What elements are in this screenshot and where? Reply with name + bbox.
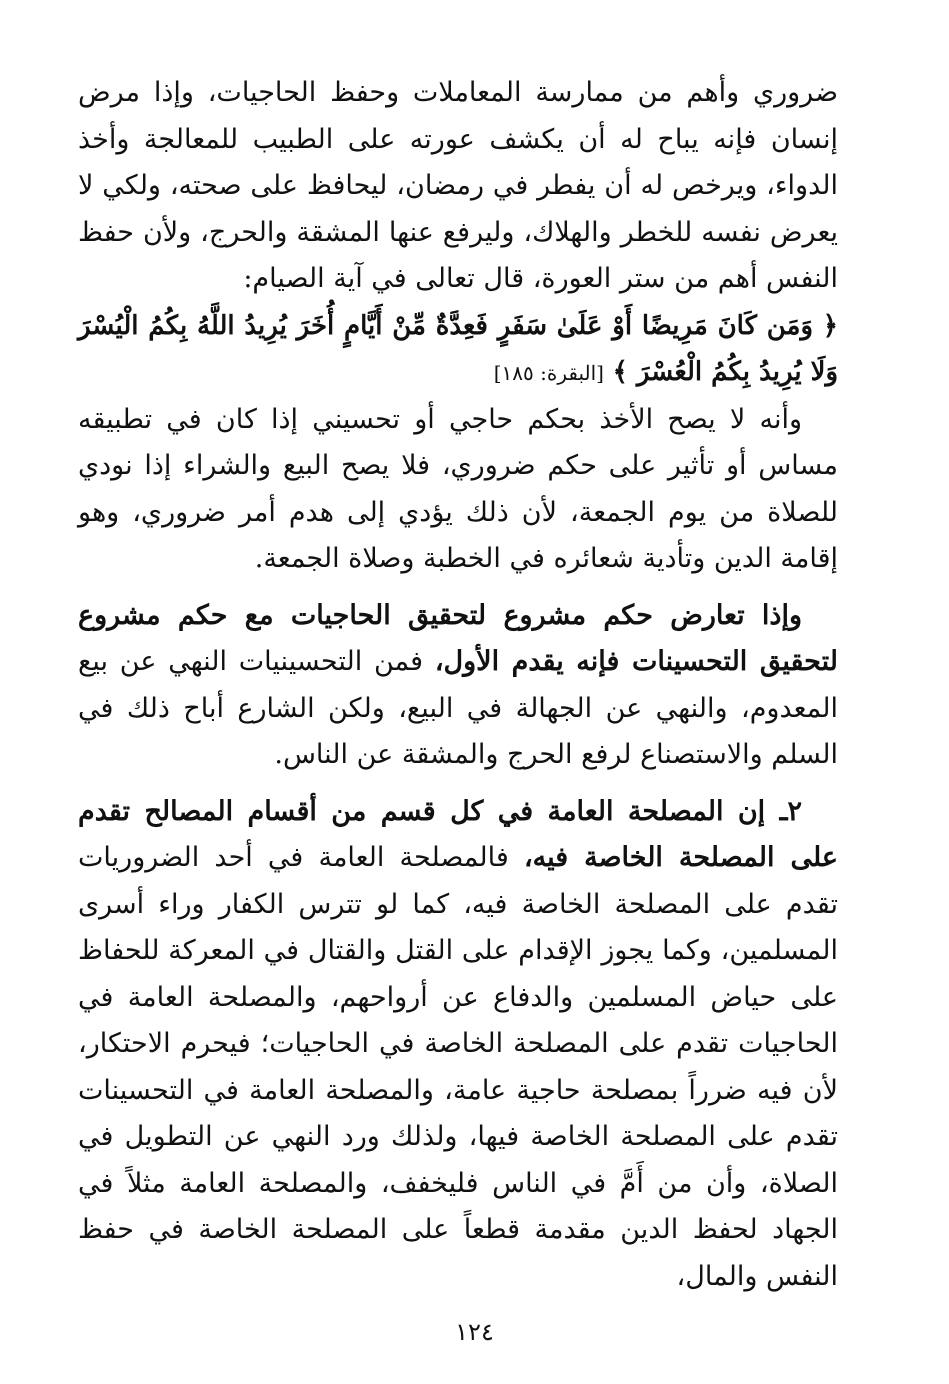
paragraph-4 bbox=[78, 789, 838, 1301]
paragraph-3 bbox=[78, 593, 838, 779]
verse-reference: [البقرة: ١٨٥] bbox=[493, 361, 604, 385]
paragraph-4-text: فالمصلحة العامة في أحد الضروريات تقدم على المصلحة الخاصة فيه، كما لو تترس الكفار وراء أسرى المسلمين، وكما يجوز الإقدام على القتل والقتال في المعركة للحفاظ على حياض المسلمين والدفاع عن أرواحهم، والمصلحة العامة في الحاجيات تقدم على المصلحة الخاصة في الحاجيات؛ فيحرم الاحتكار، لأن فيه ضرراً بمصلحة حاجية عامة، والمصلحة العامة في التحسينات تقدم على المصلحة الخاصة فيها، ولذلك ورد النهي عن التطويل في الصلاة، وأن من أَمَّ في الناس فليخفف، والمصلحة العامة مثلاً في الجهاد لحفظ الدين مقدمة قطعاً على المصلحة الخاصة في حفظ النفس والمال، bbox=[78, 842, 838, 1292]
page-body bbox=[78, 70, 838, 1300]
quran-verse: ﴿ وَمَن كَانَ مَرِيضًا أَوْ عَلَىٰ سَفَرٍ فَعِدَّةٌ مِّنْ أَيَّامٍ أُخَرَ يُرِيدُ اللَّهُ بِكُمُ الْيُسْرَ وَلَا يُرِيدُ بِكُمُ الْعُسْرَ ﴾ bbox=[78, 310, 838, 387]
paragraph-2 bbox=[78, 397, 838, 583]
paragraph-1 bbox=[78, 70, 838, 397]
paragraph-4-bold-text: ٢ـ إن المصلحة العامة في كل قسم من أقسام المصالح تقدم على المصلحة الخاصة فيه، bbox=[78, 795, 838, 873]
paragraph-3-bold-text: وإذا تعارض حكم مشروع لتحقيق الحاجيات مع حكم مشروع لتحقيق التحسينات فإنه يقدم الأول، bbox=[78, 599, 838, 677]
paragraph-1-text: ضروري وأهم من ممارسة المعاملات وحفظ الحاجيات، وإذا مرض إنسان فإنه يباح له أن يكشف عورته على الطبيب للمعالجة وأخذ الدواء، ويرخص له أن يفطر في رمضان، ليحافظ على صحته، ولكي لا يعرض نفسه للخطر والهلاك، وليرفع عنها المشقة والحرج، ولأن حفظ النفس أهم من ستر العورة، قال تعالى في آية الصيام: bbox=[78, 77, 838, 294]
paragraph-3-text: فمن التحسينيات النهي عن بيع المعدوم، والنهي عن الجهالة في البيع، ولكن الشارع أباح ذلك في السلم والاستصناع لرفع الحرج والمشقة عن الناس. bbox=[78, 646, 838, 770]
page-number: ١٢٤ bbox=[455, 1318, 494, 1346]
paragraph-2-text: وأنه لا يصح الأخذ بحكم حاجي أو تحسيني إذا كان في تطبيقه مساس أو تأثير على حكم ضروري، فلا يصح البيع والشراء إذا نودي للصلاة من يوم الجمعة، لأن ذلك يؤدي إلى هدم أمر ضروري، وهو إقامة الدين وتأدية شعائره في الخطبة وصلاة الجمعة. bbox=[78, 403, 838, 574]
